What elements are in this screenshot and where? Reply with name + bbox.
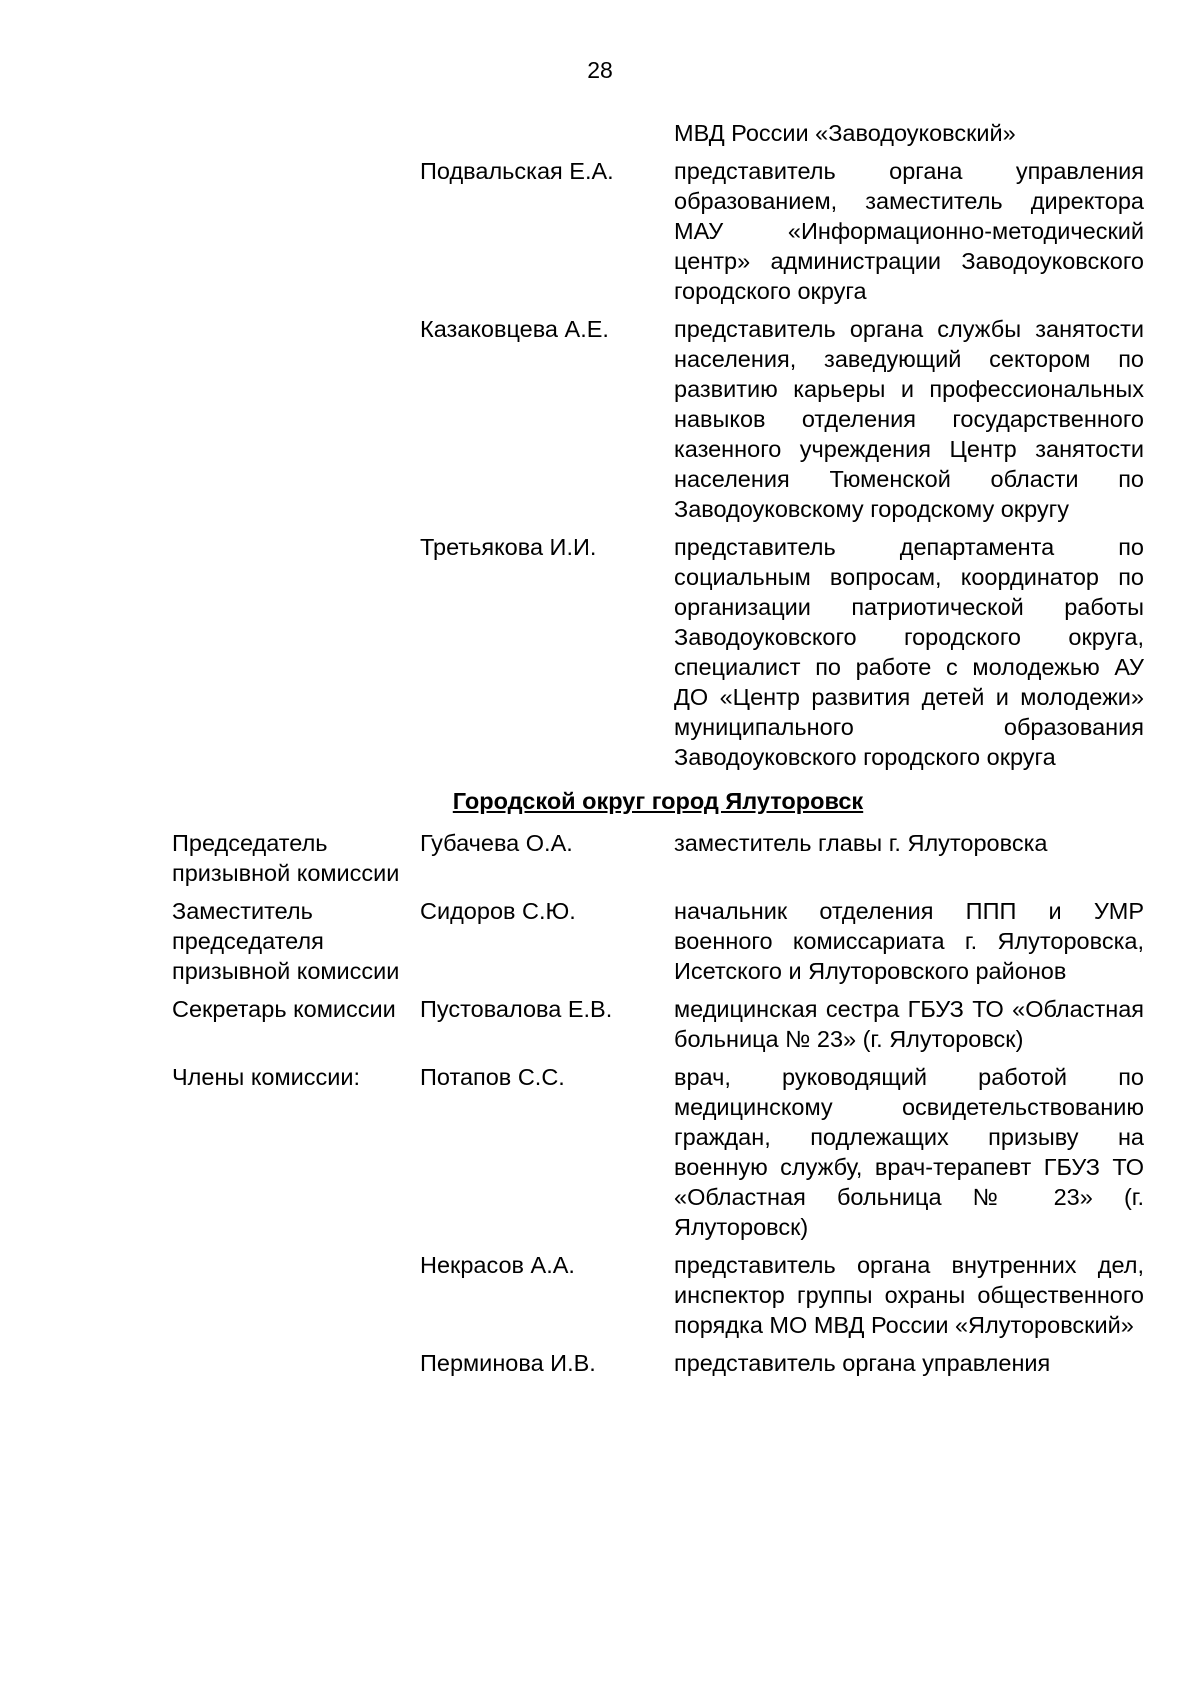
member-description: представитель органа управления — [674, 1350, 1051, 1376]
member-row — [172, 1062, 1144, 1250]
member-name: Потапов С.С. — [420, 1064, 565, 1090]
member-description: представитель органа управления образованием, заместитель директора МАУ «Информационно-методический центр» администрации Заводоуковского городского округа — [674, 158, 1144, 304]
member-description: начальник отделения ППП и УМР военного комиссариата г. Ялуторовска, Исетского и Ялуторовского районов — [674, 898, 1144, 984]
member-name: Подвальская Е.А. — [420, 158, 614, 184]
member-role — [172, 314, 420, 532]
member-description: представитель органа службы занятости населения, заведующий сектором по развитию карьеры и профессиональных навыков отделения государственного казенного учреждения Центр занятости населения Тюменской области по Заводоуковскому городскому округу — [674, 316, 1144, 522]
member-row — [172, 828, 1144, 896]
member-description: представитель департамента по социальным вопросам, координатор по организации патриотической работы Заводоуковского городского округа, специалист по работе с молодежью АУ ДО «Центр развития детей и молодежи» муниципального образования Заводоуковского городского округа — [674, 534, 1144, 770]
section-heading: Городской округ город Ялуторовск — [452, 788, 864, 814]
member-row — [172, 156, 1144, 314]
member-role — [172, 1250, 420, 1348]
member-description: заместитель главы г. Ялуторовска — [674, 830, 1048, 856]
member-description: медицинская сестра ГБУЗ ТО «Областная больница № 23» (г. Ялуторовск) — [674, 996, 1144, 1052]
commission-table — [172, 118, 1144, 1386]
member-role: Секретарь комиссии — [172, 996, 396, 1022]
member-row — [172, 896, 1144, 994]
member-name: Некрасов А.А. — [420, 1252, 575, 1278]
member-name: Казаковцева А.Е. — [420, 316, 609, 342]
member-name: Сидоров С.Ю. — [420, 898, 576, 924]
member-row — [172, 1348, 1144, 1386]
member-role: Председатель призывной комиссии — [172, 830, 400, 886]
member-name: Перминова И.В. — [420, 1350, 596, 1376]
member-row — [172, 314, 1144, 532]
member-description: представитель органа внутренних дел, инспектор группы охраны общественного порядка МО МВД России «Ялуторовский» — [674, 1252, 1144, 1338]
continuation-row — [172, 118, 1144, 156]
member-name: Губачева О.А. — [420, 830, 573, 856]
member-description: врач, руководящий работой по медицинскому освидетельствованию граждан, подлежащих призыву на военную службу, врач-терапевт ГБУЗ ТО «Областная больница № 23» (г. Ялуторовск) — [674, 1064, 1144, 1240]
member-role — [172, 532, 420, 780]
section-heading-row — [172, 780, 1144, 828]
member-row — [172, 994, 1144, 1062]
member-name: Третьякова И.И. — [420, 534, 597, 560]
member-name: Пустовалова Е.В. — [420, 996, 613, 1022]
member-row — [172, 532, 1144, 780]
member-role: Члены комиссии: — [172, 1064, 361, 1090]
continuation-text: МВД России «Заводоуковский» — [674, 120, 1016, 146]
member-role — [172, 1348, 420, 1386]
page-number: 28 — [587, 57, 613, 83]
member-role — [172, 156, 420, 314]
member-role: Заместитель председателя призывной комиссии — [172, 898, 400, 984]
member-row — [172, 1250, 1144, 1348]
